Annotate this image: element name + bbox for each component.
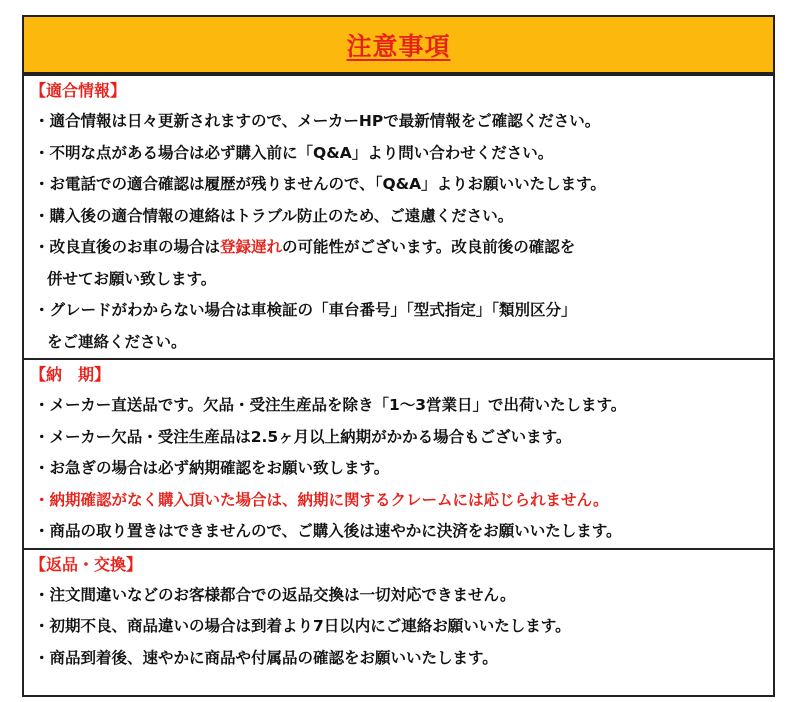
list-item: ・ 初期不良、商品違いの場合は到着より7日以内にご連絡お願いいたします。 (24, 611, 773, 643)
list-item: ・ お電話での適合確認は履歴が残りませんので、「Q&A」よりお願いいたします。 (24, 169, 773, 201)
item-text: 改良直後のお車の場合は (49, 238, 221, 256)
list-item: ・ 不明な点がある場合は必ず購入前に「Q&A」より問い合わせください。 (24, 138, 773, 170)
section-returns (24, 548, 773, 675)
section-heading: 【適合情報】 (30, 81, 127, 100)
section-heading: 【納 期】 (30, 365, 111, 384)
list-item: ・ メーカー欠品・受注生産品は2.5ヶ月以上納期がかかる場合もございます。 (24, 422, 773, 454)
list-item (24, 232, 773, 264)
list-item-warning: ・ 納期確認がなく購入頂いた場合は、納期に関するクレームには応じられません。 (24, 485, 773, 517)
section-compatibility (24, 74, 773, 358)
page-title: 注意事項 (346, 31, 451, 61)
section-delivery (24, 358, 773, 548)
header-bar (24, 17, 773, 74)
notice-box (22, 15, 775, 697)
list-item: ・ 商品の取り置きはできませんので、ご購入後は速やかに決済をお願いいたします。 (24, 516, 773, 548)
list-item: ・ お急ぎの場合は必ず納期確認をお願い致します。 (24, 453, 773, 485)
list-item: ・ 適合情報は日々更新されますので、メーカーHPで最新情報をご確認ください。 (24, 106, 773, 138)
list-item-continuation: をご連絡ください。 (47, 332, 187, 351)
list-item-continuation: 併せてお願い致します。 (47, 269, 217, 288)
list-item: ・ メーカー直送品です。欠品・受注生産品を除き「1～3営業日」で出荷いたします。 (24, 390, 773, 422)
item-text: の可能性がございます。改良前後の確認を (282, 238, 576, 256)
list-item: ・ グレードがわからない場合は車検証の「車台番号」「型式指定」「類別区分」 (24, 295, 773, 327)
list-item: ・ 購入後の適合情報の連絡はトラブル防止のため、ご遠慮ください。 (24, 201, 773, 233)
highlight-text: 登録遅れ (220, 238, 283, 256)
list-item: ・ 商品到着後、速やかに商品や付属品の確認をお願いいたします。 (24, 643, 773, 675)
list-item: ・ 注文間違いなどのお客様都合での返品交換は一切対応できません。 (24, 580, 773, 612)
section-heading: 【返品・交換】 (30, 554, 143, 574)
